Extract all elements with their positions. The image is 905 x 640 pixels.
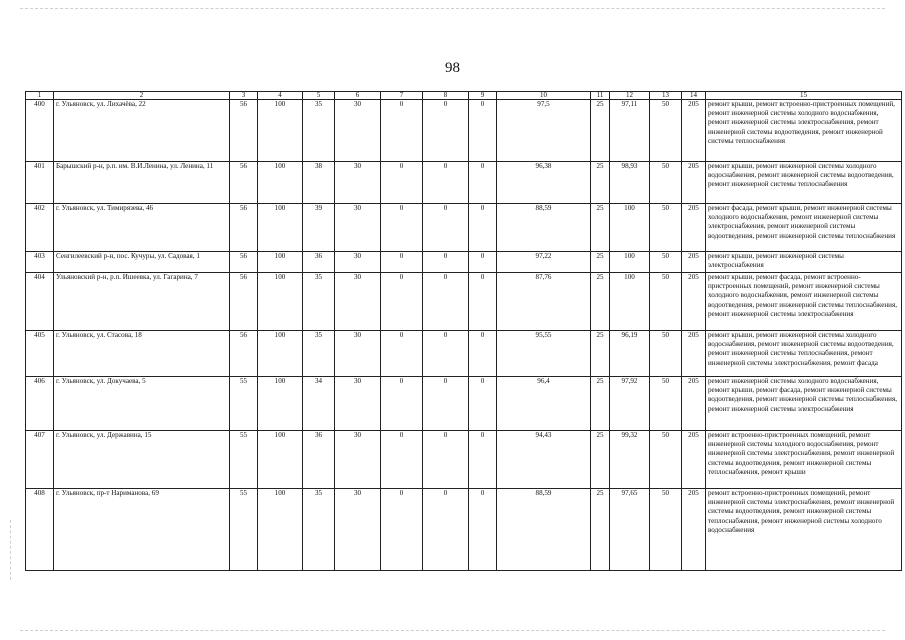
- address: г. Ульяновск, ул. Державина, 15: [54, 431, 230, 489]
- col-7-value: 0: [381, 431, 423, 489]
- col-8-value: 0: [423, 377, 469, 431]
- col-4-value: 100: [258, 331, 303, 377]
- col-8-value: 0: [423, 431, 469, 489]
- col-7-value: 0: [381, 489, 423, 571]
- address: Ульяновский р-н, р.п. Ишеевка, ул. Гагарина, 7: [54, 273, 230, 331]
- address: Сенгилеевский р-н, пос. Кучуры, ул. Садовая, 1: [54, 252, 230, 273]
- col-13-value: 50: [650, 162, 682, 204]
- col-10-value: 97,5: [497, 100, 591, 162]
- col-8-value: 0: [423, 331, 469, 377]
- col-3-value: 56: [230, 204, 258, 252]
- col-11-value: 25: [591, 431, 610, 489]
- table-row: [26, 331, 902, 377]
- col-8-value: 0: [423, 252, 469, 273]
- col-6-value: 30: [335, 489, 381, 571]
- col-12-value: 100: [610, 204, 650, 252]
- col-12-value: 97,92: [610, 377, 650, 431]
- row-number: 400: [26, 100, 54, 162]
- scan-edge-bottom: [20, 630, 885, 631]
- col-9-value: 0: [469, 489, 497, 571]
- col-5-value: 35: [303, 273, 335, 331]
- column-number: 14: [682, 92, 706, 100]
- table-row: [26, 204, 902, 252]
- col-4-value: 100: [258, 431, 303, 489]
- row-number: 408: [26, 489, 54, 571]
- col-14-value: 205: [682, 489, 706, 571]
- col-10-value: 95,55: [497, 331, 591, 377]
- col-11-value: 25: [591, 162, 610, 204]
- col-7-value: 0: [381, 252, 423, 273]
- col-10-value: 96,4: [497, 377, 591, 431]
- col-3-value: 56: [230, 331, 258, 377]
- column-number: 9: [469, 92, 497, 100]
- col-6-value: 30: [335, 331, 381, 377]
- table-header-row: [26, 92, 902, 100]
- column-number: 10: [497, 92, 591, 100]
- column-number: 3: [230, 92, 258, 100]
- row-number: 402: [26, 204, 54, 252]
- row-number: 404: [26, 273, 54, 331]
- works-description: ремонт фасада, ремонт крыши, ремонт инженерной системы холодного водоснабжения, ремонт инженерной системы электроснабжения, ремонт инженерной системы водоотведения, ремонт инженерной системы теплоснабжения: [706, 204, 902, 252]
- works-description: ремонт инженерной системы холодного водоснабжения, ремонт крыши, ремонт фасада, ремонт инженерной системы водоотведения, ремонт инженерной системы теплоснабжения, ремонт инженерной системы электроснабжения: [706, 377, 902, 431]
- address: г. Ульяновск, пр-т Нариманова, 69: [54, 489, 230, 571]
- table-row: [26, 100, 902, 162]
- col-12-value: 97,65: [610, 489, 650, 571]
- works-description: ремонт крыши, ремонт встроенно-пристроенных помещений, ремонт инженерной системы холодного водоснабжения, ремонт инженерной системы электроснабжения, ремонт инженерной системы водоотведения, ремонт инженерной системы теплоснабжения: [706, 100, 902, 162]
- col-7-value: 0: [381, 377, 423, 431]
- col-4-value: 100: [258, 489, 303, 571]
- col-6-value: 30: [335, 204, 381, 252]
- col-14-value: 205: [682, 431, 706, 489]
- col-9-value: 0: [469, 162, 497, 204]
- col-3-value: 56: [230, 252, 258, 273]
- scan-edge-left: [10, 520, 11, 580]
- col-10-value: 96,38: [497, 162, 591, 204]
- col-7-value: 0: [381, 204, 423, 252]
- col-13-value: 50: [650, 377, 682, 431]
- table-row: [26, 431, 902, 489]
- col-13-value: 50: [650, 431, 682, 489]
- col-14-value: 205: [682, 204, 706, 252]
- col-5-value: 35: [303, 100, 335, 162]
- col-5-value: 36: [303, 431, 335, 489]
- col-11-value: 25: [591, 100, 610, 162]
- column-number: 6: [335, 92, 381, 100]
- col-3-value: 56: [230, 100, 258, 162]
- address: г. Ульяновск, ул. Стасова, 18: [54, 331, 230, 377]
- col-6-value: 30: [335, 162, 381, 204]
- col-14-value: 205: [682, 273, 706, 331]
- column-number: 11: [591, 92, 610, 100]
- col-4-value: 100: [258, 377, 303, 431]
- col-11-value: 25: [591, 204, 610, 252]
- col-14-value: 205: [682, 252, 706, 273]
- row-number: 401: [26, 162, 54, 204]
- column-number: 12: [610, 92, 650, 100]
- col-11-value: 25: [591, 331, 610, 377]
- col-9-value: 0: [469, 377, 497, 431]
- column-number: 15: [706, 92, 902, 100]
- col-13-value: 50: [650, 252, 682, 273]
- works-description: ремонт встроенно-пристроенных помещений, ремонт инженерной системы холодного водоснабжения, ремонт инженерной системы электроснабжения, ремонт инженерной системы водоотведения, ремонт инженерной системы теплоснабжения, ремонт крыши: [706, 431, 902, 489]
- column-number: 4: [258, 92, 303, 100]
- address: г. Ульяновск, ул. Докучаева, 5: [54, 377, 230, 431]
- col-14-value: 205: [682, 100, 706, 162]
- col-14-value: 205: [682, 331, 706, 377]
- col-13-value: 50: [650, 204, 682, 252]
- col-7-value: 0: [381, 273, 423, 331]
- col-9-value: 0: [469, 331, 497, 377]
- col-5-value: 36: [303, 252, 335, 273]
- col-9-value: 0: [469, 273, 497, 331]
- table-row: [26, 489, 902, 571]
- col-13-value: 50: [650, 100, 682, 162]
- col-13-value: 50: [650, 331, 682, 377]
- col-7-value: 0: [381, 162, 423, 204]
- address: г. Ульяновск, ул. Лихачёва, 22: [54, 100, 230, 162]
- col-9-value: 0: [469, 252, 497, 273]
- col-6-value: 30: [335, 252, 381, 273]
- col-3-value: 56: [230, 273, 258, 331]
- col-4-value: 100: [258, 100, 303, 162]
- col-6-value: 30: [335, 100, 381, 162]
- works-description: ремонт крыши, ремонт инженерной системы электроснабжения: [706, 252, 902, 273]
- column-number: 2: [54, 92, 230, 100]
- col-8-value: 0: [423, 489, 469, 571]
- col-11-value: 25: [591, 489, 610, 571]
- col-10-value: 88,59: [497, 489, 591, 571]
- col-10-value: 88,59: [497, 204, 591, 252]
- col-5-value: 34: [303, 377, 335, 431]
- col-8-value: 0: [423, 100, 469, 162]
- col-5-value: 39: [303, 204, 335, 252]
- col-12-value: 97,11: [610, 100, 650, 162]
- col-4-value: 100: [258, 162, 303, 204]
- col-3-value: 55: [230, 377, 258, 431]
- table-row: [26, 252, 902, 273]
- col-11-value: 25: [591, 377, 610, 431]
- row-number: 405: [26, 331, 54, 377]
- col-9-value: 0: [469, 431, 497, 489]
- address: Барышский р-н, р.п. им. В.И.Ленина, ул. Ленина, 11: [54, 162, 230, 204]
- col-11-value: 25: [591, 252, 610, 273]
- works-description: ремонт крыши, ремонт инженерной системы холодного водоснабжения, ремонт инженерной системы водоотведения, ремонт инженерной системы теплоснабжения: [706, 162, 902, 204]
- col-6-value: 30: [335, 377, 381, 431]
- table-row: [26, 273, 902, 331]
- col-10-value: 97,22: [497, 252, 591, 273]
- col-4-value: 100: [258, 204, 303, 252]
- col-3-value: 56: [230, 162, 258, 204]
- scan-edge-top: [20, 8, 885, 9]
- address: г. Ульяновск, ул. Тимирязева, 46: [54, 204, 230, 252]
- col-5-value: 38: [303, 162, 335, 204]
- column-number: 5: [303, 92, 335, 100]
- col-4-value: 100: [258, 252, 303, 273]
- col-9-value: 0: [469, 204, 497, 252]
- col-10-value: 87,76: [497, 273, 591, 331]
- col-14-value: 205: [682, 377, 706, 431]
- table-row: [26, 162, 902, 204]
- col-12-value: 100: [610, 273, 650, 331]
- col-13-value: 50: [650, 489, 682, 571]
- col-7-value: 0: [381, 331, 423, 377]
- col-14-value: 205: [682, 162, 706, 204]
- page-number: 98: [445, 60, 460, 76]
- column-number: 1: [26, 92, 54, 100]
- col-12-value: 99,32: [610, 431, 650, 489]
- col-12-value: 98,93: [610, 162, 650, 204]
- works-description: ремонт встроенно-пристроенных помещений, ремонт инженерной системы электроснабжения, ремонт инженерной системы водоотведения, ремонт инженерной системы теплоснабжения, ремонт инженерной системы холодного водоснабжения: [706, 489, 902, 571]
- col-13-value: 50: [650, 273, 682, 331]
- col-6-value: 30: [335, 431, 381, 489]
- col-12-value: 100: [610, 252, 650, 273]
- row-number: 407: [26, 431, 54, 489]
- works-description: ремонт крыши, ремонт фасада, ремонт встроенно-пристроенных помещений, ремонт инженерной системы холодного водоснабжения, ремонт инженерной системы водоотведения, ремонт инженерной системы теплоснабжения, ремонт инженерной системы электроснабжения: [706, 273, 902, 331]
- row-number: 403: [26, 252, 54, 273]
- col-11-value: 25: [591, 273, 610, 331]
- table-row: [26, 377, 902, 431]
- col-10-value: 94,43: [497, 431, 591, 489]
- column-number: 7: [381, 92, 423, 100]
- col-8-value: 0: [423, 273, 469, 331]
- register-table: [25, 91, 902, 571]
- column-number: 8: [423, 92, 469, 100]
- col-9-value: 0: [469, 100, 497, 162]
- col-6-value: 30: [335, 273, 381, 331]
- col-8-value: 0: [423, 162, 469, 204]
- col-3-value: 55: [230, 431, 258, 489]
- works-description: ремонт крыши, ремонт инженерной системы холодного водоснабжения, ремонт инженерной системы водоотведения, ремонт инженерной системы теплоснабжения, ремонт инженерной системы электроснабжения, ремонт фасада: [706, 331, 902, 377]
- col-7-value: 0: [381, 100, 423, 162]
- col-8-value: 0: [423, 204, 469, 252]
- row-number: 406: [26, 377, 54, 431]
- col-5-value: 35: [303, 331, 335, 377]
- column-number: 13: [650, 92, 682, 100]
- col-12-value: 96,19: [610, 331, 650, 377]
- col-5-value: 35: [303, 489, 335, 571]
- col-3-value: 55: [230, 489, 258, 571]
- col-4-value: 100: [258, 273, 303, 331]
